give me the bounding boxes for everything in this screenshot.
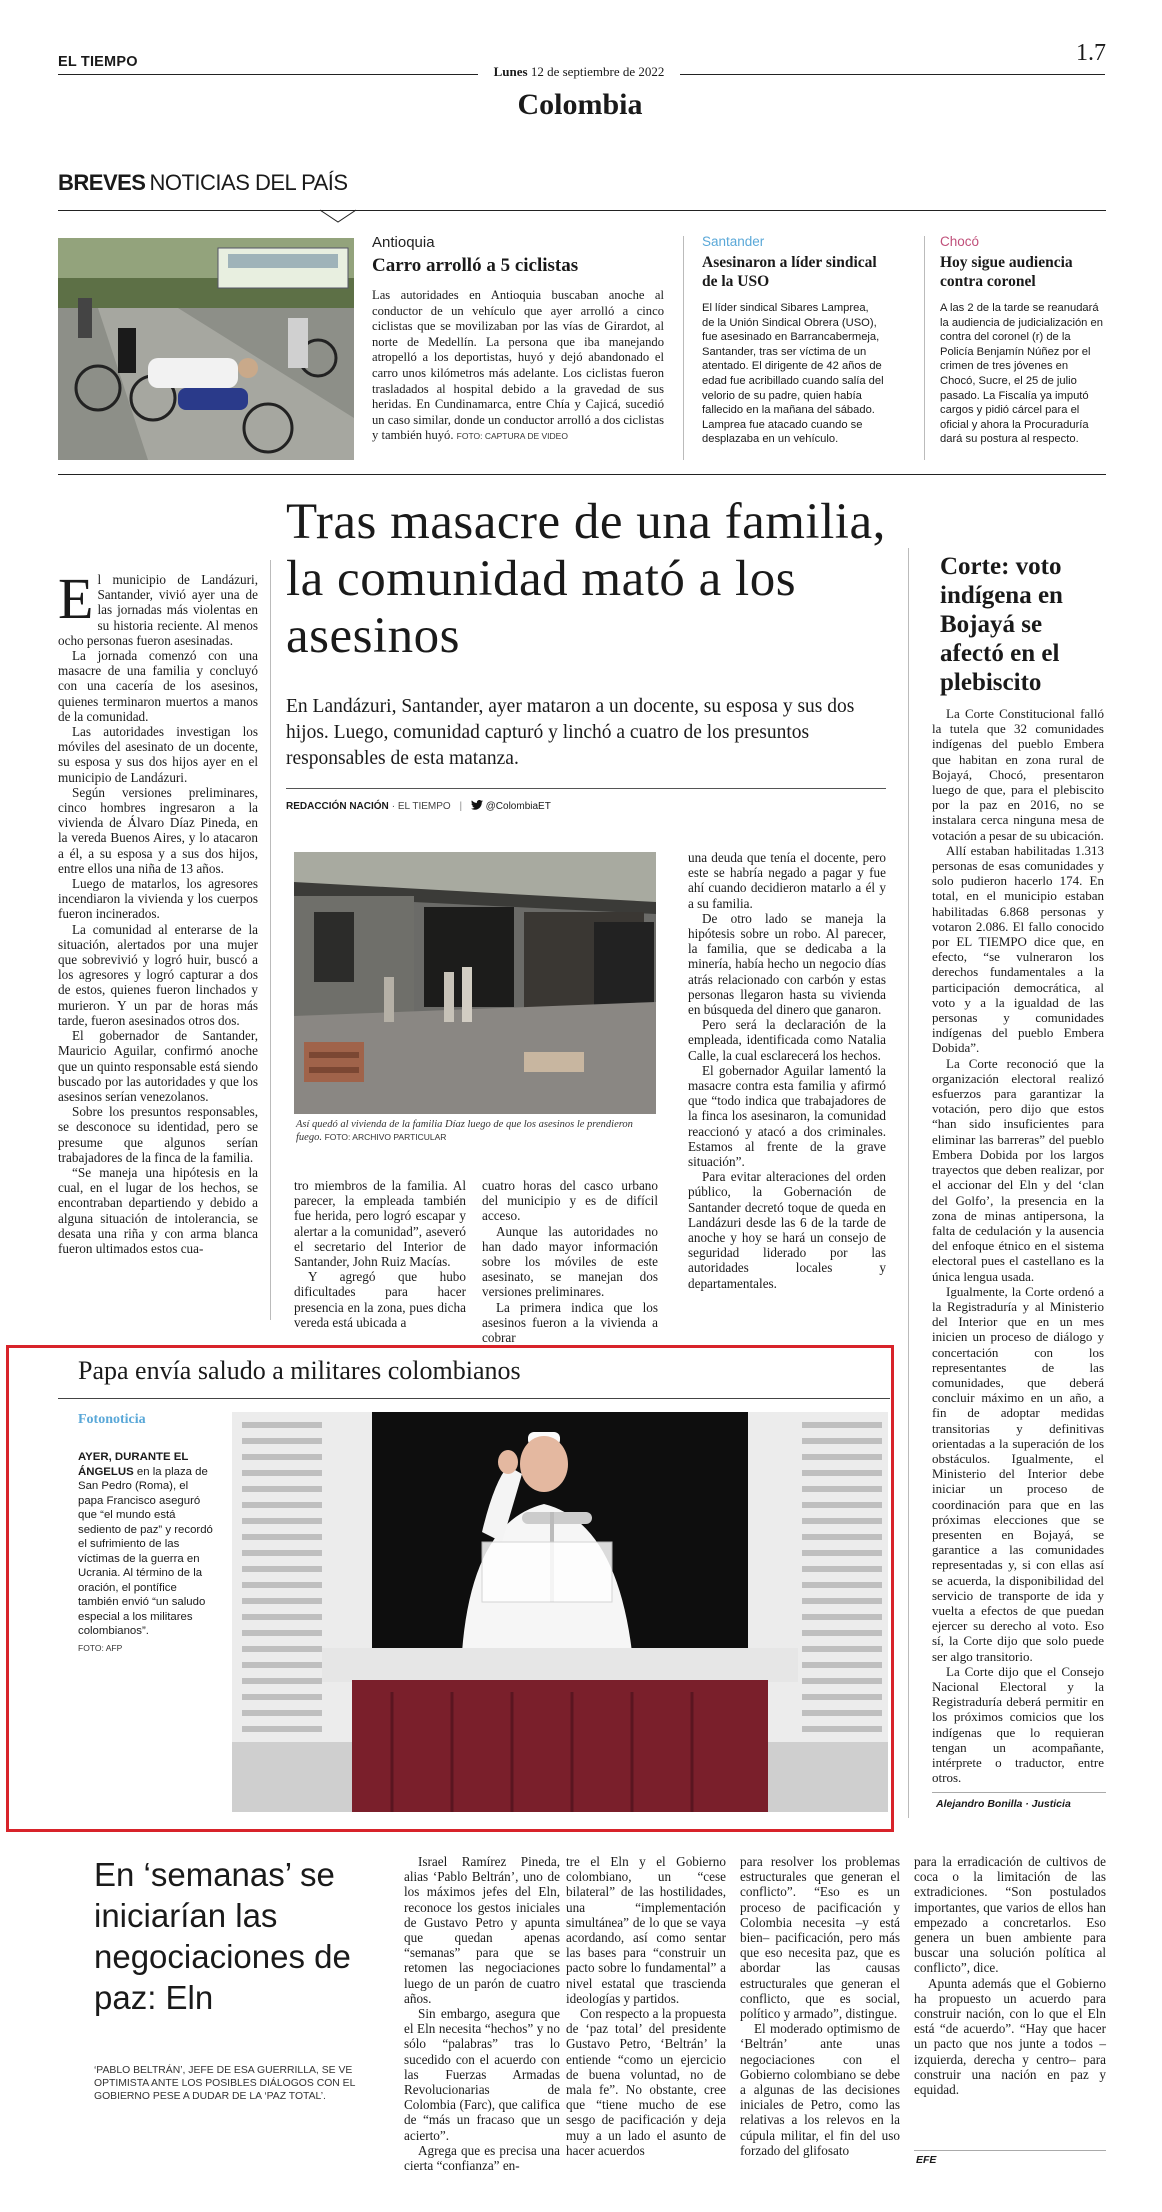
dropcap: E xyxy=(58,566,94,631)
fotonoticia-lead: AYER, DURANTE EL ÁNGELUS xyxy=(78,1451,189,1478)
eln-caption: ‘PABLO BELTRÁN’, JEFE DE ESA GUERRILLA, SE VE OPTIMISTA ANTE LOS POSIBLES DIÁLOGOS CON EL GOBIERNO PESE A DUDAR DE LA ‘PAZ TOTAL’. xyxy=(94,2065,355,2103)
burned-house-photo xyxy=(294,852,656,1114)
main-col3-p: Pero será la declaración de la empleada, identificada como Natalia Calle, la cual esclarecerá los hechos. xyxy=(688,1017,886,1063)
twitter-handle[interactable]: @ColombiaET xyxy=(485,801,551,812)
eln-column-1 xyxy=(404,1854,560,2173)
breve-1-kicker: Antioquia xyxy=(372,234,435,251)
main-col3-p: Para evitar alteraciones del orden público, la Gobernación de Santander decretó toque de queda en Landázuri desde las 6 de la tarde de anoche y hoy se hará un consejo de seguridad liderado por las autoridades locales y departamentales. xyxy=(688,1169,886,1291)
main-column-2b xyxy=(482,1178,658,1345)
main-photo-caption: Así quedó al vivienda de la familia Díaz luego de que los asesinos le prendieron fuego. xyxy=(296,1119,633,1143)
issue-date xyxy=(478,64,680,80)
eln-col2-p: tre el Eln y el Gobierno colombiano, un “cese bilateral” de las hostilidades, una “implementación simultánea” de lo que se vaya acordando, así como sentar las bases para “construir un pacto sobre lo fundamental” a nivel estatal que trascienda ideologías y partidos. xyxy=(566,1854,726,2006)
main-cola-p: Y agregó que hubo dificultades para hacer presencia en la zona, pues dicha vereda está ubicada a xyxy=(294,1269,466,1330)
main-col1-p: Sobre los presuntos responsables, se desconoce su identidad, pero se presume que algunos serían trabajadores de la finca de la familia. xyxy=(58,1104,258,1165)
breve-2-kicker: Santander xyxy=(702,234,765,249)
eln-column-2 xyxy=(566,1854,726,2158)
byline-paper: · EL TIEMPO xyxy=(391,801,451,812)
breve-3-title: Hoy sigue audiencia contra coronel xyxy=(940,254,1073,290)
main-col1-p: Según versiones preliminares, cinco hombres ingresaron a la vivienda de Álvaro Díaz Pineda, en la vereda Buenos Aires, y lo atacaron a él, a su esposa y a sus dos hijos, entre ellos una niña de 13 años. xyxy=(58,784,258,876)
breve-3-text: A las 2 de la tarde se reanudará la audiencia de judicialización en contra del coronel (r) de la Policía Benjamín Núñez por el crimen de tres jóvenes en Chocó, Sucre, el 25 de julio pasado. La Fiscalía ya imputó cargos y pidió cárcel para el oficial y ahora la Procuraduría dará su postura al respecto. xyxy=(940,302,1103,446)
side-headline: Corte: voto indígena en Bojayá se afectó en el plebiscito xyxy=(940,553,1063,696)
fotonoticia-title: Papa envía saludo a militares colombianos xyxy=(78,1356,521,1385)
main-colb-p: cuatro horas del casco urbano del municipio y es de difícil acceso. xyxy=(482,1178,658,1224)
eln-col4-p: Apunta además que el Gobierno ha propuesto un acuerdo para construir nación, con lo que el Eln está “de acuerdo”. “Hay que hacer un pacto que nos junte a todos –izquierda, derecha y centro– para construir una nación en paz y equidad. xyxy=(914,1975,1106,2098)
page-number: 1.7 xyxy=(1076,40,1106,66)
breves-label xyxy=(58,170,348,196)
side-p: La Corte Constitucional falló la tutela que 32 comunidades indígenas del pueblo Embera que habitan en zona rural de Bojayá, Chocó, presentaron luego de que, para el plebiscito por la paz en 2016, no se instalara cerca ninguna mesa de votación a pesar de su ubicación. xyxy=(932,706,1104,843)
breve-1-credit: FOTO: CAPTURA DE VIDEO xyxy=(456,431,568,442)
fotonoticia-text-block xyxy=(78,1450,214,1655)
main-col1-p: El gobernador de Santander, Mauricio Aguilar, confirmó anoche que un quinto responsable está siendo buscado por las autoridades y que los asesinos serían venezolanos. xyxy=(58,1028,258,1104)
main-photo-credit: FOTO: ARCHIVO PARTICULAR xyxy=(324,1132,447,1142)
main-col1-p: La comunidad al enterarse de la situación, alertados por una mujer que sobrevivió y logró huir, buscó a los agresores y logró capturar a dos de estos, quienes fueron linchados y murieron. Y un par de horas más tarde, fueron asesinados otros dos. xyxy=(58,921,258,1028)
main-col3-p: De otro lado se maneja la hipótesis sobre un robo. Al parecer, la familia, que se dedicaba a la minería, había hecho un negocio días atrás relacionado con carbón y estas personas llegaron hasta su vivienda en búsqueda del dinero que ganaron. xyxy=(688,910,886,1018)
main-colb-p: La primera indica que los asesinos fueron a la vivienda a cobrar xyxy=(482,1299,658,1346)
side-p: Allí estaban habilitadas 1.313 personas de esas comunidades y solo pudieron hacerlo 174. En total, en el municipio estaban habilitadas 6.868 personas y votaron 2.086. El fallo conocido por EL TIEMPO dice que, en efecto, “se vulneraron los derechos fundamentales a la participación democrática, al voto y a la igualdad de las personas y comunidades indígenas del pueblo Embera Dobida”. xyxy=(932,842,1104,1056)
eln-col1-p: Sin embargo, asegura que el Eln necesita “hechos” y no sólo “palabras” tras lo sucedido con el acuerdo con las Fuerzas Armadas Revolucionarias de Colombia (Farc), que califica de “más un fracaso que un acierto”. xyxy=(404,2006,560,2143)
breve-3-kicker: Chocó xyxy=(940,234,980,249)
main-col3-p: El gobernador Aguilar lamentó la masacre contra esta familia y afirmó que “todo indica que trabajadores de la finca los asesinaron, la comunidad reaccionó y atacó a dos criminales. Estamos al frente de la grave situación”. xyxy=(688,1062,886,1170)
main-col1-p: La jornada comenzó con una masacre de una familia y concluyó con una cacería de los asesinos, quienes terminaron muertos a manos de la comunidad. xyxy=(58,648,258,724)
breves-label-bold: BREVES xyxy=(58,170,146,195)
eln-col3-p: El moderado optimismo de ‘Beltrán’ ante unas negociaciones con el Gobierno colombiano se debe a algunas de las decisiones iniciales de Petro, como las relativas a los relevos en la cúpula militar, el fin del uso forzado del glifosato xyxy=(740,2021,900,2158)
eln-signature: EFE xyxy=(916,2154,937,2166)
eln-column-3 xyxy=(740,1854,900,2158)
side-column xyxy=(932,706,1104,1785)
eln-col1-p: Agrega que es precisa una cierta “confianza” en- xyxy=(404,2142,560,2174)
main-headline: Tras masacre de una familia, la comunidad mató a los asesinos xyxy=(286,494,886,664)
main-byline: REDACCIÓN NACIÓN · EL TIEMPO | @ColombiaET xyxy=(286,801,551,812)
main-column-3 xyxy=(688,850,886,1291)
side-byline: Alejandro Bonilla · Justicia xyxy=(936,1798,1071,1810)
main-col1-p: Las autoridades investigan los móviles del asesinato de un docente, su esposa y sus dos hijos ayer en el municipio de Landázuri. xyxy=(58,724,258,785)
fotonoticia-credit: FOTO: AFP xyxy=(78,1642,123,1653)
eln-col4-p: para la erradicación de cultivos de coca o la limitación de las extradiciones. “Son postulados importantes, que varios de ellos han empezado a concretarlos. Eso genera un buen ambiente para buscar una solución política al conflicto”, dice. xyxy=(914,1854,1106,1976)
pope-photo xyxy=(232,1412,888,1812)
breve-1-text: Las autoridades en Antioquia buscaban anoche al conductor de un vehículo que ayer arrolló a cinco ciclistas que se movilizaban por las vías de Girardot, al norte de Medellín. La persona que iba manejando atropelló a los deportistas, huyó y dejó abandonado el carro unos kilómetros más adelante. Los ciclistas fueron trasladados al hospital debido a la gravedad de sus heridas. En Cundinamarca, entre Chía y Cajicá, sucedió un caso similar, donde un conductor arrolló a dos ciclistas y también huyó. xyxy=(372,288,664,443)
side-p: Igualmente, la Corte ordenó a la Registraduría y al Ministerio del Interior que en un mes inicien un proceso de diálogo y concertación con los representantes de las comunidades, que deberá concluir máximo en un año, a fin de adoptar medidas transitorias y definitivas orientadas a la superación de los obstáculos. Igualmente, el Ministerio del Interior debe iniciar un proceso de coordinación para que en las próximas elecciones que se presenten en Bojayá, se garantice a las comunidades representadas y, si con ellas así se acuerda, la disponibilidad del servicio de transporte de ida y vuelta a efectos de que puedan ejercer su derecho al voto. Eso sí, la Corte dijo que solo puede ser algo transitorio. xyxy=(932,1283,1104,1664)
paper-name: EL TIEMPO xyxy=(58,54,138,70)
section-title: Colombia xyxy=(517,88,643,121)
breves-label-rest: NOTICIAS DEL PAÍS xyxy=(149,170,348,195)
main-col1-p: “Se maneja una hipótesis en la cual, en el lugar de los hechos, se encontraban departiendo y debido a alguna situación de intolerancia, se desata una riña y con arma blanca fueron ultimados estos cua- xyxy=(58,1164,258,1256)
breve-2-text: El líder sindical Sibares Lamprea, de la Unión Sindical Obrera (USO), fue asesinado en Barrancabermeja, Santander, tras ser víctima de un atentado. El dirigente de 42 años de edad fue acribillado cuando salía del velorio de su padre, quien había fallecido en la mañana del sábado. Lamprea fue atacado cuando se desplazaba en un vehículo. xyxy=(702,302,884,446)
main-col1-p: l municipio de Landázuri, Santander, vivió ayer una de las jornadas más violentas en su historia reciente. Al menos ocho personas fueron asesinadas. xyxy=(58,572,258,648)
main-column-1 xyxy=(58,566,258,1256)
main-col1-p: Luego de matarlos, los agresores incendiaron la vivienda y los cuerpos fueron incinerados. xyxy=(58,876,258,922)
fotonoticia-label: Fotonoticia xyxy=(78,1412,146,1427)
breve-2-title: Asesinaron a líder sindical de la USO xyxy=(702,254,877,290)
breve-1-title: Carro arrolló a 5 ciclistas xyxy=(372,255,579,276)
date-day: Lunes xyxy=(493,64,528,79)
breves-notch xyxy=(320,209,356,223)
main-colb-p: Aunque las autoridades no han dado mayor información sobre los móviles de este asesinato, se manejan dos versiones preliminares. xyxy=(482,1223,658,1300)
side-p: La Corte reconoció que la organización electoral realizó esfuerzos para garantizar la votación, pero dijo que estos “han sido insuficientes para eliminar las barreras” del pueblo Embera Dobida por los largos trayectos que deben realizar, por el accionar del Eln y del ‘clan del Golfo’, la presencia en la zona de minas antipersona, la falta de cedulación y la ausencia del enfoque étnico en el sistema electoral pues el castellano es la única lengua usada. xyxy=(932,1055,1104,1284)
eln-column-4 xyxy=(914,1854,1106,2097)
side-p: La Corte dijo que el Consejo Nacional Electoral y la Registraduría deberá permitir en los próximos comicios que los indígenas que lo requieran tengan un acompañante, intérprete o traductor, entre otros. xyxy=(932,1663,1104,1786)
eln-col2-p: Con respecto a la propuesta de ‘paz total’ del presidente Gustavo Petro, ‘Beltrán’ la entiende “como un ejercicio de buena voluntad, no de mala fe”. No obstante, cree que “tiene mucho de ese sesgo de pacificación y deja muy a un lado el asunto de hacer acuerdos xyxy=(566,2006,726,2158)
twitter-icon xyxy=(471,800,483,810)
main-column-2a xyxy=(294,1178,466,1330)
breves-rule xyxy=(58,210,1106,211)
eln-col1-p: Israel Ramírez Pineda, alias ‘Pablo Beltrán’, uno de los máximos jefes del Eln, reconoce los gestos iniciales de Gustavo Petro y apunta que quedan apenas “semanas” para que se retomen las negociaciones luego de un parón de cuatro años. xyxy=(404,1854,560,2006)
byline-name: REDACCIÓN NACIÓN xyxy=(286,801,389,812)
cyclists-photo xyxy=(58,238,354,460)
date-rest: 12 de septiembre de 2022 xyxy=(530,64,665,79)
main-col3-p: una deuda que tenía el docente, pero este se habría negado a pagar y fue ahí cuando decidieron matarlo a él y a su familia. xyxy=(688,850,886,911)
main-deck: En Landázuri, Santander, ayer mataron a un docente, su esposa y sus dos hijos. Luego, comunidad capturó y linchó a cuatro de los presuntos responsables de esta matanza. xyxy=(286,696,855,769)
main-cola-p: tro miembros de la familia. Al parecer, la empleada también fue herida, pero logró escapar y alertar a la comunidad”, aseveró el secretario del Interior de Santander, John Ruiz Macías. xyxy=(294,1178,466,1270)
eln-headline: En ‘semanas’ se iniciarían las negociaciones de paz: Eln xyxy=(94,1856,351,2016)
fotonoticia-text: en la plaza de San Pedro (Roma), el papa Francisco aseguró que “el mundo está sediento de paz” y recordó el sufrimiento de las víctimas de la guerra en Ucrania. Al término de la oración, el pontífice también envió “un saludo especial a los militares colombianos”. xyxy=(78,1465,213,1637)
eln-col3-p: para resolver los problemas estructurales que generan el conflicto”. “Eso es un proceso de pacificación y Colombia necesita –y está bien– pacificación, pero más que eso necesita paz, que es abordar las causas estructurales que generan el conflicto, que es social, político y armado”, distingue. xyxy=(740,1854,900,2022)
